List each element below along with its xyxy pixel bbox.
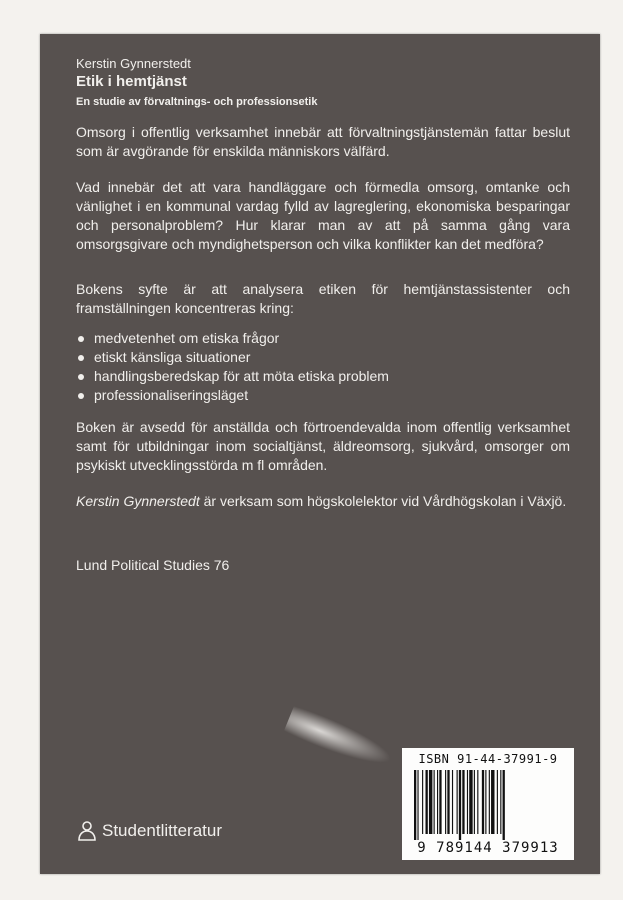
book-title: Etik i hemtjänst	[76, 73, 187, 90]
publisher-logo	[76, 820, 222, 842]
book-subtitle: En studie av förvaltnings- och professionsetik	[76, 96, 318, 108]
paragraph-about-author	[76, 492, 570, 511]
barcode-panel	[402, 748, 574, 860]
about-author-name: Kerstin Gynnerstedt	[76, 493, 200, 509]
barcode-icon	[412, 770, 568, 840]
list-item: etiskt känsliga situationer	[76, 348, 570, 367]
paragraph-audience: Boken är avsedd för anställda och förtroendevalda inom offentlig verksamhet samt för utbildningar inom socialtjänst, äldreomsorg, sjukvård, omsorger om psykiskt utvecklingsstörda m fl områden.	[76, 419, 570, 473]
isbn-text: ISBN 91-44-37991-9	[418, 752, 558, 766]
paragraph-questions: Vad innebär det att vara handläggare och förmedla omsorg, omtanke och vänlighet i en kommunal vardag fylld av lagreglering, ekonomiska besparingar och personalproblem? Hur klarar man av att på samma gång vara omsorgsgivare och myndighetsperson och vilka konflikter kan det medföra?	[76, 179, 570, 252]
barcode-number: 9 789144 379913	[417, 840, 559, 856]
list-item: handlingsberedskap för att möta etiska problem	[76, 367, 570, 386]
author-name: Kerstin Gynnerstedt	[76, 56, 191, 71]
paragraph-purpose: Bokens syfte är att analysera etiken för hemtjänstassistenter och framställningen koncentreras kring:	[76, 281, 570, 316]
paragraph-intro: Omsorg i offentlig verksamhet innebär att förvaltningstjänstemän fattar beslut som är avgörande för enskilda människors välfärd.	[76, 124, 570, 159]
back-cover	[40, 34, 600, 874]
about-author-text: är verksam som högskolelektor vid Vårdhögskolan i Växjö.	[199, 493, 567, 509]
cover-scuff	[283, 704, 396, 773]
publisher-emblem-icon	[76, 820, 98, 842]
focus-list	[76, 329, 570, 405]
list-item: medvetenhet om etiska frågor	[76, 329, 570, 348]
publisher-name: Studentlitteratur	[102, 821, 223, 840]
series-label: Lund Political Studies 76	[76, 557, 230, 573]
list-item: professionaliseringsläget	[76, 386, 570, 405]
